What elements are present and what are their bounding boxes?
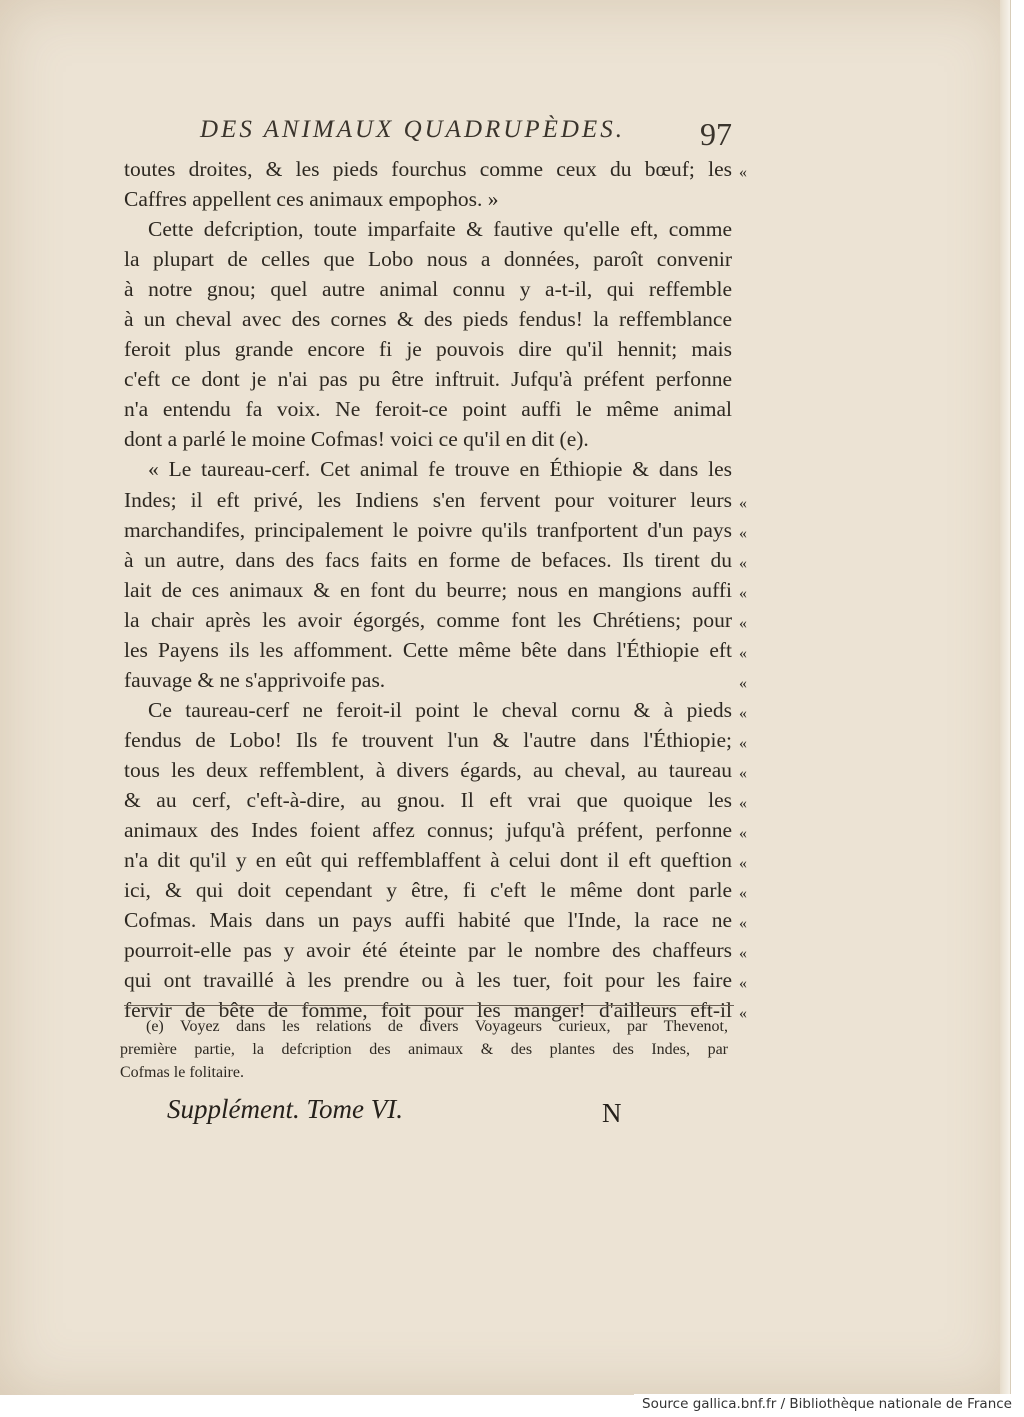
text-line: fendus de Lobo! Ils fe trouvent l'un & l'autre dans l'Éthiopie; — [124, 727, 732, 752]
footnote-line: (e) Voyez dans les relations de divers Voyageurs curieux, par Thevenot, — [146, 1018, 728, 1035]
margin-quote-marks — [739, 154, 763, 1025]
page-number: 97 — [700, 116, 732, 152]
text-line: Indes; il eft privé, les Indiens s'en fervent pour voiturer leurs — [124, 487, 732, 512]
quote-mark: « — [739, 794, 747, 812]
text-line: Ce taureau-cerf ne feroit-il point le cheval cornu & à pieds — [148, 697, 732, 722]
text-line: fervir de bête de fomme, foit pour les manger! d'ailleurs eft-il — [124, 998, 732, 1023]
footnote-line: Cofmas le folitaire. — [120, 1064, 244, 1081]
quote-mark: « — [739, 915, 747, 933]
quote-mark: « — [739, 825, 747, 843]
text-line: marchandifes, principalement le poivre qu'ils tranfportent d'un pays — [124, 517, 732, 542]
body-text — [124, 154, 732, 1025]
quote-mark: « — [739, 494, 747, 512]
quote-mark: « — [739, 945, 747, 963]
text-line: n'a entendu fa voix. Ne feroit-ce point auffi le même animal — [124, 397, 732, 422]
source-credit: Source gallica.bnf.fr / Bibliothèque nationale de France — [634, 1394, 1012, 1412]
quote-mark: « — [739, 1005, 747, 1023]
quote-mark: « — [739, 644, 747, 662]
text-line: la plupart de celles que Lobo nous a données, paroît convenir — [124, 247, 732, 272]
text-line: qui ont travaillé à les prendre ou à les tuer, foit pour les faire — [124, 968, 732, 993]
text-line: animaux des Indes foient affez connus; jufqu'à préfent, perfonne — [124, 818, 732, 843]
text-line: Cette defcription, toute imparfaite & fautive qu'elle eft, comme — [148, 217, 732, 242]
quote-mark: « — [739, 975, 747, 993]
quote-mark: « — [739, 734, 747, 752]
text-line: tous les deux reffemblent, à divers égards, au cheval, au taureau — [124, 757, 732, 782]
text-line: lait de ces animaux & en font du beurre; nous en mangions auffi — [124, 577, 732, 602]
text-line: n'a dit qu'il y en eût qui reffemblaffent à celui dont il eft queftion — [124, 848, 732, 873]
running-title: DES ANIMAUX QUADRUPÈDES. — [200, 116, 625, 143]
text-line: à notre gnou; quel autre animal connu y a-t-il, qui reffemble — [124, 277, 732, 302]
footnote-line: première partie, la defcription des animaux & des plantes des Indes, par — [120, 1041, 728, 1058]
quote-mark: « — [739, 704, 747, 722]
quote-mark: « — [739, 674, 747, 692]
text-line: ici, & qui doit cependant y être, fi c'eft le même dont parle — [124, 878, 732, 903]
quote-mark: « — [739, 764, 747, 782]
text-line: dont a parlé le moine Cofmas! voici ce qu'il en dit (e). — [124, 427, 589, 452]
footnote-rule — [124, 1005, 734, 1006]
quote-mark: « — [739, 855, 747, 873]
text-line: feroit plus grande encore fi je pouvois dire qu'il hennit; mais — [124, 337, 732, 362]
text-line: toutes droites, & les pieds fourchus comme ceux du bœuf; les — [124, 157, 732, 181]
text-line: les Payens ils les affomment. Cette même bête dans l'Éthiopie eft — [124, 637, 732, 662]
text-line: Caffres appellent ces animaux empophos. » — [124, 187, 499, 212]
text-line: la chair après les avoir égorgés, comme font les Chrétiens; pour — [124, 607, 732, 632]
quote-mark: « — [739, 554, 747, 572]
text-line: à un autre, dans des facs faits en forme de befaces. Ils tirent du — [124, 547, 732, 572]
quote-mark: « — [739, 584, 747, 602]
text-line: « Le taureau-cerf. Cet animal fe trouve en Éthiopie & dans les — [148, 457, 732, 482]
quote-mark: « — [739, 524, 747, 542]
text-line: c'eft ce dont je n'ai pas pu être inftruit. Jufqu'à préfent perfonne — [124, 367, 732, 392]
text-line: à un cheval avec des cornes & des pieds fendus! la reffemblance — [124, 307, 732, 332]
quote-mark: « — [739, 164, 747, 181]
quote-mark: « — [739, 885, 747, 903]
quote-mark: « — [739, 614, 747, 632]
page-edge — [1000, 0, 1010, 1395]
text-line: & au cerf, c'eft-à-dire, au gnou. Il eft vrai que quoique les — [124, 787, 732, 812]
text-line: fauvage & ne s'apprivoife pas. — [124, 667, 386, 692]
signature-mark: N — [602, 1098, 622, 1128]
footnote — [120, 1015, 728, 1084]
text-line: pourroit-elle pas y avoir été éteinte par le nombre des chaffeurs — [124, 938, 732, 963]
text-line: Cofmas. Mais dans un pays auffi habité que l'Inde, la race ne — [124, 908, 732, 933]
signature-line: Supplément. Tome VI. — [167, 1094, 403, 1124]
